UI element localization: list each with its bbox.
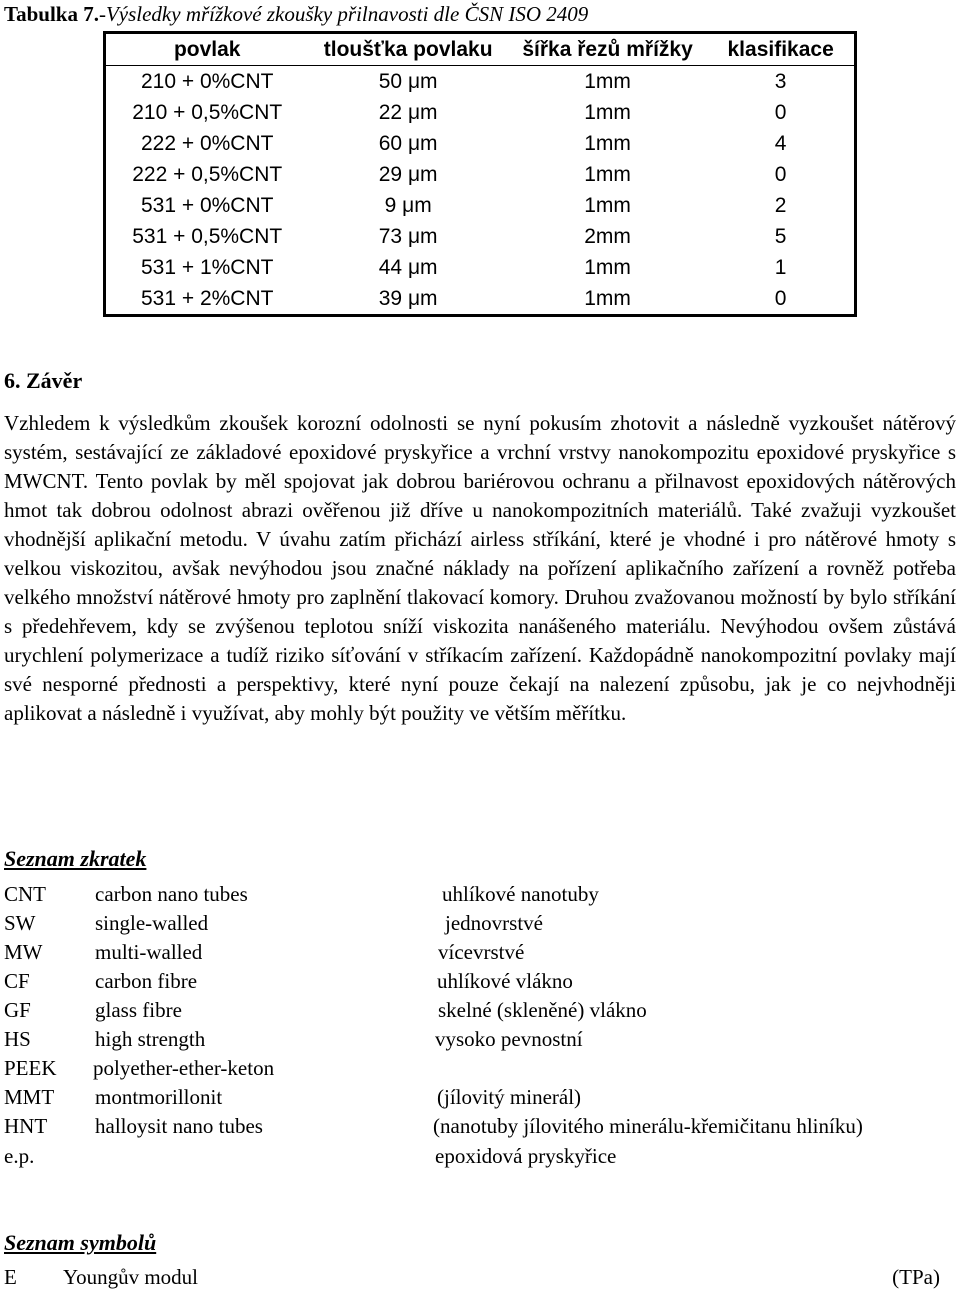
table-caption-text: -Výsledky mřížkové zkoušky přilnavosti dle ČSN ISO 2409: [98, 2, 589, 26]
table-row: [105, 252, 856, 283]
cell-povlak: 222 + 0%CNT: [140, 131, 274, 155]
table-row: [105, 283, 856, 316]
cell-tloustka: 44 μm: [378, 255, 438, 279]
abbreviation-czech: (jílovitý minerál): [437, 1085, 582, 1109]
abbreviation-czech: uhlíkové nanotuby: [442, 882, 599, 906]
symbol-code: E: [4, 1265, 17, 1289]
table-caption: [4, 2, 588, 27]
cell-klasifikace: 5: [774, 224, 787, 248]
cell-sirka: 1mm: [584, 69, 631, 93]
abbreviation-english: montmorillonit: [95, 1085, 223, 1109]
cell-povlak: 531 + 1%CNT: [140, 255, 274, 279]
table-caption-label: Tabulka 7.: [4, 2, 99, 26]
abbreviation-code: HNT: [4, 1114, 48, 1138]
conclusion-paragraph: Vzhledem k výsledkům zkoušek korozní odolnosti se nyní pokusím zhotovit a následně vyzkoušet nátěrový systém, sestávající ze základové epoxidové pryskyřice a vrchní vrstvy nanokompozitu epoxidové pryskyřice s MWCNT. Tento povlak by měl spojovat jak dobrou bariérovou ochranu a přilnavost epoxidových nátěrových hmot tak dobrou odolnost abrazi ověřenou již dříve u nanokompozitních materiálů. Také zvažuji vyzkoušet vhodnější aplikační metodu. V úvahu zatím přichází airless stříkání, které je vhodné i pro nátěrové hmoty s velkou viskozitou, avšak nevýhodou jsou značné náklady na pořízení aplikačního zařízení a rovněž potřeba velkého množství nátěrové hmoty pro zaplnění tlakovací komory. Druhou zvažovanou možností by bylo stříkání s předehřevem, kdy se zvýšenou teplotou sníží viskozita nanášeného materiálu. Nevýhodou ovšem zůstává urychlení polymerizace a tudíž riziko síťování v stříkacím zařízení. Každopádně nanokompozitní povlaky mají své nesporné přednosti a perspektivy, které nyní pouze čekají na nalezení způsobu, jak je co nejvhodněji aplikovat a následně i využívat, aby mohly být použity ve větším měřítku.: [4, 411, 956, 725]
cell-tloustka: 22 μm: [378, 100, 438, 124]
symbols-heading: Seznam symbolů: [4, 1230, 157, 1255]
table-header-row: [105, 33, 856, 66]
cell-klasifikace: 1: [774, 255, 787, 279]
header-sirka: šířka řezů mřížky: [508, 33, 707, 66]
cell-povlak: 210 + 0,5%CNT: [132, 100, 283, 124]
cell-klasifikace: 0: [774, 286, 787, 310]
abbreviations-heading: Seznam zkratek: [4, 846, 147, 871]
abbreviation-code: CF: [4, 969, 30, 993]
table-row: [105, 66, 856, 98]
abbreviation-english: glass fibre: [95, 998, 182, 1022]
abbreviation-code: MMT: [4, 1085, 55, 1109]
cell-tloustka: 73 μm: [378, 224, 438, 248]
table-row: [105, 221, 856, 252]
abbreviation-czech: vícevrstvé: [438, 940, 525, 964]
cell-tloustka: 60 μm: [378, 131, 438, 155]
abbreviation-czech: uhlíkové vlákno: [437, 969, 573, 993]
abbreviation-english: halloysit nano tubes: [95, 1114, 263, 1138]
abbreviation-code: SW: [4, 911, 36, 935]
cell-sirka: 1mm: [584, 162, 631, 186]
abbreviation-code: CNT: [4, 882, 46, 906]
cell-povlak: 210 + 0%CNT: [140, 69, 274, 93]
cell-povlak: 222 + 0,5%CNT: [132, 162, 283, 186]
abbreviation-english: carbon fibre: [95, 969, 198, 993]
cell-sirka: 2mm: [584, 224, 631, 248]
abbreviation-english: multi-walled: [95, 940, 203, 964]
cell-klasifikace: 2: [774, 193, 787, 217]
abbreviation-english: single-walled: [95, 911, 209, 935]
symbol-unit: (TPa): [892, 1265, 940, 1289]
abbreviation-czech: (nanotuby jílovitého minerálu-křemičitanu hliníku): [433, 1114, 863, 1138]
abbreviation-code: HS: [4, 1027, 31, 1051]
abbreviation-code: GF: [4, 998, 31, 1022]
table-row: [105, 190, 856, 221]
cell-povlak: 531 + 2%CNT: [140, 286, 274, 310]
abbreviation-english: carbon nano tubes: [95, 882, 248, 906]
table-row: [105, 97, 856, 128]
results-table: [103, 31, 857, 317]
cell-povlak: 531 + 0,5%CNT: [132, 224, 283, 248]
cell-klasifikace: 3: [774, 69, 787, 93]
header-klasifikace: klasifikace: [707, 33, 855, 66]
cell-tloustka: 50 μm: [378, 69, 438, 93]
abbreviation-code: MW: [4, 940, 43, 964]
abbreviation-english: polyether-ether-keton: [93, 1056, 275, 1080]
cell-sirka: 1mm: [584, 255, 631, 279]
abbreviation-czech: skelné (skleněné) vlákno: [438, 998, 647, 1022]
table-row: [105, 128, 856, 159]
abbreviation-czech: vysoko pevnostní: [435, 1027, 583, 1051]
cell-tloustka: 29 μm: [378, 162, 438, 186]
cell-povlak: 531 + 0%CNT: [140, 193, 274, 217]
table-row: [105, 159, 856, 190]
abbreviation-code: PEEK: [4, 1056, 57, 1080]
cell-sirka: 1mm: [584, 100, 631, 124]
cell-sirka: 1mm: [584, 193, 631, 217]
abbreviation-czech: jednovrstvé: [445, 911, 543, 935]
cell-klasifikace: 0: [774, 100, 787, 124]
header-povlak: povlak: [105, 33, 309, 66]
abbreviation-code: e.p.: [4, 1144, 35, 1168]
cell-sirka: 1mm: [584, 131, 631, 155]
cell-sirka: 1mm: [584, 286, 631, 310]
cell-klasifikace: 0: [774, 162, 787, 186]
cell-tloustka: 39 μm: [378, 286, 438, 310]
symbol-name: Youngův modul: [63, 1265, 198, 1289]
header-tloustka: tloušťka povlaku: [308, 33, 507, 66]
cell-tloustka: 9 μm: [384, 193, 432, 217]
cell-klasifikace: 4: [774, 131, 787, 155]
abbreviation-english: high strength: [95, 1027, 206, 1051]
abbreviation-czech: epoxidová pryskyřice: [435, 1144, 617, 1168]
conclusion-heading: 6. Závěr: [4, 368, 83, 393]
